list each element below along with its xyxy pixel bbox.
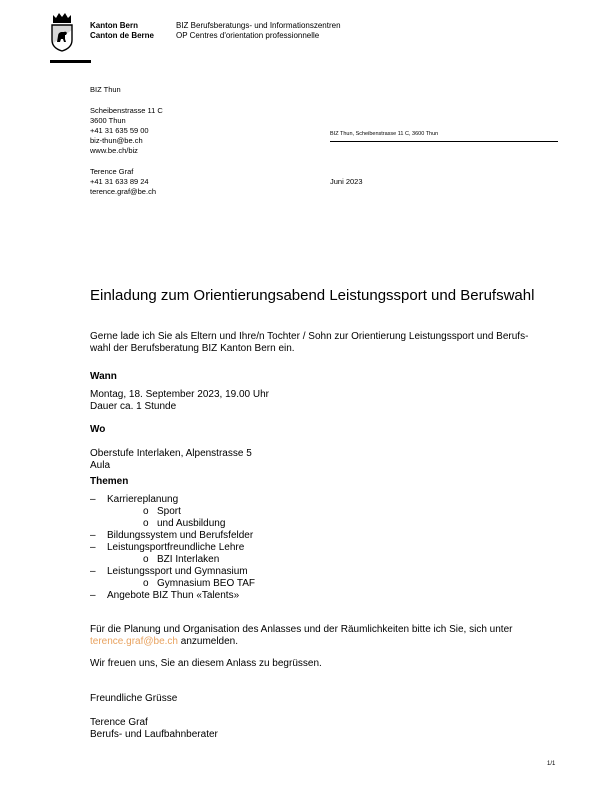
greeting: Freundliche Grüsse	[90, 693, 178, 704]
event-room: Aula	[90, 460, 111, 471]
when-heading: Wann	[90, 371, 117, 382]
circle-bullet: o	[143, 518, 149, 529]
where-details	[90, 448, 252, 472]
dash-bullet: –	[90, 494, 96, 505]
registration-paragraph	[90, 624, 560, 648]
canton-names	[90, 21, 154, 41]
circle-bullet: o	[143, 506, 149, 517]
return-address: BIZ Thun, Scheibenstrasse 11 C, 3600 Thun	[330, 131, 439, 137]
sender-phone: +41 31 635 59 00	[90, 126, 149, 135]
sender-address	[90, 106, 163, 156]
subtopic-text: Sport	[157, 506, 181, 517]
sender-city: 3600 Thun	[90, 116, 126, 125]
dash-bullet: –	[90, 590, 96, 601]
subtopic-text: Gymnasium BEO TAF	[157, 578, 255, 589]
intro-line: wahl der Berufsberatung BIZ Kanton Bern ein.	[90, 343, 295, 354]
event-location: Oberstufe Interlaken, Alpenstrasse 5	[90, 448, 252, 459]
topic-text: Bildungssystem und Berufsfelder	[107, 530, 254, 541]
event-duration: Dauer ca. 1 Stunde	[90, 401, 177, 412]
topic-text: Angebote BIZ Thun «Talents»	[107, 590, 240, 601]
sender-email[interactable]: biz-thun@be.ch	[90, 136, 143, 145]
letter-date: Juni 2023	[330, 177, 363, 186]
bern-coat-of-arms-icon	[50, 12, 74, 52]
signature-role: Berufs- und Laufbahnberater	[90, 729, 218, 740]
page-number: 1/1	[547, 761, 556, 767]
letter-title: Einladung zum Orientierungsabend Leistungssport und Berufswahl	[90, 287, 535, 304]
topic-text: Karriereplanung	[107, 494, 179, 505]
closing-sentence: Wir freuen uns, Sie an diesem Anlass zu begrüssen.	[90, 658, 322, 669]
circle-bullet: o	[143, 554, 149, 565]
when-details	[90, 389, 269, 413]
header-divider-bar	[50, 60, 91, 63]
circle-bullet: o	[143, 578, 149, 589]
registration-line	[90, 636, 560, 648]
sender-name: BIZ Thun	[90, 85, 121, 94]
organisation-name-de: BIZ Berufsberatungs- und Informationszentren	[176, 21, 341, 30]
topic-text: Leistungssport und Gymnasium	[107, 566, 248, 577]
topics-heading: Themen	[90, 476, 129, 487]
dash-bullet: –	[90, 530, 96, 541]
contact-name: Terence Graf	[90, 167, 134, 176]
intro-paragraph	[90, 331, 560, 355]
registration-line-end: anzumelden.	[177, 636, 239, 647]
contact-phone: +41 31 633 89 24	[90, 177, 149, 186]
intro-line: Gerne lade ich Sie als Eltern und Ihre/n Tochter / Sohn zur Orientierung Leistungssport und Berufs-	[90, 331, 529, 342]
return-address-divider	[330, 141, 558, 142]
contact-email[interactable]: terence.graf@be.ch	[90, 187, 156, 196]
signature	[90, 717, 218, 741]
organisation-names	[176, 21, 341, 41]
contact-person	[90, 167, 156, 197]
registration-line: Für die Planung und Organisation des Anlasses und der Räumlichkeiten bitte ich Sie, sich unter	[90, 624, 513, 635]
where-heading: Wo	[90, 424, 106, 435]
dash-bullet: –	[90, 566, 96, 577]
sender-street: Scheibenstrasse 11 C	[90, 106, 163, 115]
subtopic-text: BZI Interlaken	[157, 554, 220, 565]
topic-text: Leistungsportfreundliche Lehre	[107, 542, 245, 553]
registration-email-link[interactable]: terence.graf@be.ch	[90, 636, 178, 647]
event-date-time: Montag, 18. September 2023, 19.00 Uhr	[90, 389, 270, 400]
sender-website[interactable]: www.be.ch/biz	[90, 146, 138, 155]
canton-name-fr: Canton de Berne	[90, 31, 155, 40]
signature-name: Terence Graf	[90, 717, 148, 728]
dash-bullet: –	[90, 542, 96, 553]
organisation-name-fr: OP Centres d'orientation professionnelle	[176, 31, 320, 40]
subtopic-text: und Ausbildung	[157, 518, 226, 529]
canton-name-de: Kanton Bern	[90, 21, 138, 30]
